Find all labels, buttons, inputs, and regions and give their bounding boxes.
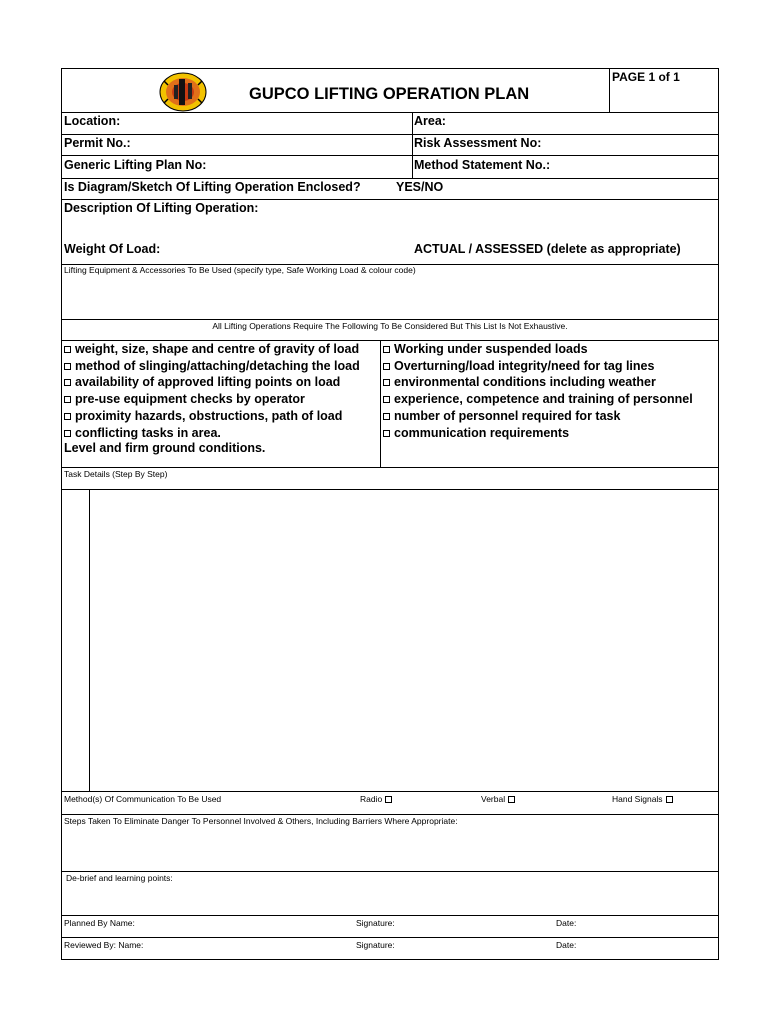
checkbox-icon[interactable] [64,430,71,437]
checkbox-icon[interactable] [383,396,390,403]
risk-assessment-no-field[interactable]: Risk Assessment No: [414,136,542,150]
list-item[interactable]: number of personnel required for task [383,410,620,423]
hand-signals-option[interactable]: Hand Signals [612,795,673,804]
yes-no-option[interactable]: YES/NO [396,180,444,194]
checkbox-icon[interactable] [383,413,390,420]
steps-field[interactable]: Steps Taken To Eliminate Danger To Personnel Involved & Others, Including Barriers Where Appropriate: [64,816,458,826]
list-item[interactable]: pre-use equipment checks by operator [64,393,305,406]
considerations-heading: All Lifting Operations Require The Following To Be Considered But This List Is Not Exhaustive. [212,321,568,331]
debrief-field[interactable]: De-brief and learning points: [66,873,173,883]
description-field[interactable]: Description Of Lifting Operation: [64,201,259,215]
method-statement-no-field[interactable]: Method Statement No.: [414,158,551,172]
weight-of-load-field[interactable]: Weight Of Load: [64,242,161,256]
gupco-logo-icon [158,71,208,113]
checkbox-icon[interactable] [383,363,390,370]
checkbox-icon[interactable] [64,396,71,403]
reviewed-by-signature[interactable]: Signature: [356,940,395,950]
permit-no-field[interactable]: Permit No.: [64,136,131,150]
form-title: GUPCO LIFTING OPERATION PLAN [249,85,530,103]
checkbox-icon[interactable] [385,796,392,803]
list-item[interactable]: Working under suspended loads [383,343,588,356]
list-item[interactable]: communication requirements [383,427,569,440]
checkbox-icon[interactable] [383,379,390,386]
planned-by-name[interactable]: Planned By Name: [64,918,135,928]
checkbox-icon[interactable] [383,430,390,437]
task-details-label: Task Details (Step By Step) [64,469,168,479]
location-field[interactable]: Location: [64,114,121,128]
checkbox-icon[interactable] [508,796,515,803]
list-item[interactable]: weight, size, shape and centre of gravity of load [64,343,359,356]
checkbox-icon[interactable] [64,413,71,420]
checkbox-icon[interactable] [383,346,390,353]
lifting-equipment-field[interactable]: Lifting Equipment & Accessories To Be Used (specify type, Safe Working Load & colour code) [64,265,416,275]
list-item[interactable]: Overturning/load integrity/need for tag lines [383,360,654,373]
diagram-enclosed-question: Is Diagram/Sketch Of Lifting Operation Enclosed? [64,180,361,194]
list-item[interactable]: proximity hazards, obstructions, path of load [64,410,342,423]
list-item[interactable]: method of slinging/attaching/detaching the load [64,360,360,373]
communication-label: Method(s) Of Communication To Be Used [64,794,222,804]
list-item[interactable]: environmental conditions including weather [383,376,656,389]
reviewed-by-name[interactable]: Reviewed By: Name: [64,940,144,950]
lifting-operation-plan-form [61,68,719,960]
checkbox-icon[interactable] [666,796,673,803]
radio-option[interactable]: Radio [360,795,392,804]
page-number: PAGE 1 of 1 [612,70,680,84]
list-item[interactable]: experience, competence and training of personnel [383,393,693,406]
actual-assessed-option[interactable]: ACTUAL / ASSESSED (delete as appropriate) [414,242,681,256]
checkbox-icon[interactable] [64,363,71,370]
area-field[interactable]: Area: [414,114,446,128]
checkbox-icon[interactable] [64,379,71,386]
list-item-extra: Level and firm ground conditions. [64,441,266,455]
planned-by-signature[interactable]: Signature: [356,918,395,928]
planned-by-date[interactable]: Date: [556,918,577,928]
checkbox-icon[interactable] [64,346,71,353]
reviewed-by-date[interactable]: Date: [556,940,577,950]
generic-lifting-plan-no-field[interactable]: Generic Lifting Plan No: [64,158,207,172]
verbal-option[interactable]: Verbal [481,795,515,804]
task-details-area[interactable] [90,490,718,790]
list-item[interactable]: availability of approved lifting points on load [64,376,340,389]
list-item[interactable]: conflicting tasks in area. [64,427,221,440]
